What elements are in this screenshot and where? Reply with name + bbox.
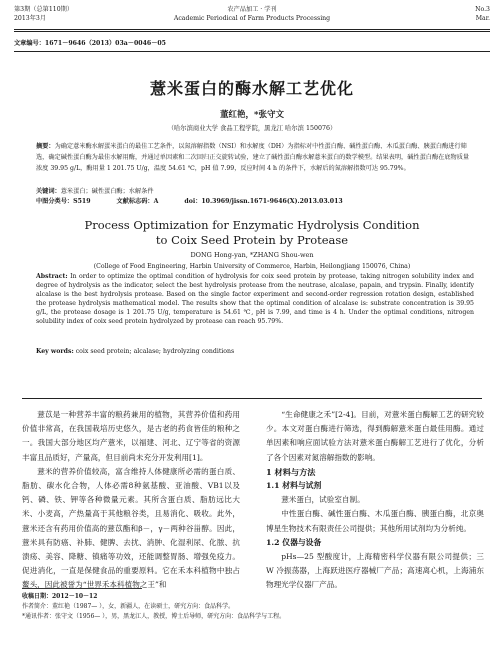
abstract-en-text: In order to optimize the optimal condition of hydrolysis for coix seed protein by protease, taking nitrogen solubility index and degree of hydrolysis as the indicator, select the best hydrolysis protease from the neutrase, alcalase, papain, and trypsin. Finally, identify alcalase is the best hydrolysis protease. Based on the single factor experiment and second-order regression rotation design, established the protease hydrolysis mathematical model. The results show that the optimal condition of alcalase is: substrate concentration is 39.95 g/L, the protease dosage is 1 201.75 U/g, temperature is 54.61 ℃, pH is 7.99, and time is 4 h. Under the optimal conditions, nitrogen solubility index of coix seed protein hydrolyzed by protease can reach 95.79%. — [36, 273, 475, 325]
affiliation-en: (College of Food Engineering, Harbin University of Commerce, Harbin, Heilongjiang 150076, China) — [93, 263, 411, 270]
issue-no: No.3 — [475, 6, 490, 13]
footnote-corresponding: *通讯作者：张守文（1956— ），男，黑龙江人，教授，博士后导师，研究方向：食品科学与工程。 — [22, 613, 286, 620]
journal-name-cn: 农产品加工 · 学刊 — [227, 6, 277, 13]
abstract-cn-label: 摘要： — [36, 143, 55, 150]
body-left-column — [22, 408, 240, 593]
header-rule — [14, 29, 490, 30]
abstract-en — [36, 272, 474, 326]
issue-right — [475, 5, 490, 23]
paragraph: 中性蛋白酶、碱性蛋白酶、木瓜蛋白酶、胰蛋白酶，北京奥博星生物技术有限责任公司提供；其他所用试剂均为分析纯。 — [266, 509, 484, 533]
class-code: 中图分类号：S519 — [36, 198, 91, 205]
document-code: 文献标志码：A — [116, 198, 159, 205]
paragraph: 薏米的营养价值较高，富含维持人体健康所必需的蛋白质、脂肪、碳水化合物，人体必需8种氨基酸、亚油酸、VB1以及钙、磷、铁、钾等各种微量元素。其所含蛋白质、脂肪远比大米、小麦高，产热量高于其他粮谷类，且易消化、吸收。此外，薏米还含有药用价值高的薏苡酯和β－，γ－两种谷甾醇。因此，薏米具有防癌、补肺、健脾、去扰、消肿、化湿利尿、化脓、抗溃疡、美容、降糖、镇痛等功效，还能调整胃肠、增强免疫力。促进消化，一直是保健食品的重要原料。它在禾本科植物中独占鳌头，因此被誉为“世界禾本科植物之王”和 — [22, 466, 240, 590]
keywords-en — [36, 348, 474, 355]
footnote-rule — [22, 588, 142, 589]
subsection-heading: 1.2 仪器与设备 — [266, 537, 322, 547]
keywords-cn — [36, 186, 474, 195]
journal-name — [0, 5, 504, 23]
section-heading: 1 材料与方法 — [266, 466, 316, 477]
title-en-line-1: Process Optimization for Enzymatic Hydrolysis Condition — [84, 218, 420, 232]
classification-row — [36, 196, 474, 205]
doi: doi：10.3969/jissn.1671-9646(X).2013.03.013 — [184, 198, 343, 205]
affiliation-cn: （哈尔滨商业大学 食品工程学院，黑龙江 哈尔滨 150076） — [167, 125, 337, 132]
header-rule-2 — [14, 31, 490, 32]
body-rule — [22, 398, 482, 399]
title-en-line-2: to Coix Seed Protein by Protease — [155, 233, 349, 247]
paragraph: “生命健康之禾”[2-4]。目前，对薏米蛋白酶解工艺的研究较少。本文对蛋白酶进行筛选，得到酶解薏米蛋白最佳用酶。通过单因素和响应面试验方法对薏米蛋白酶解工艺进行了优化，分析了各个因素对氮溶解指数的影响。 — [266, 410, 484, 462]
title-en — [0, 218, 504, 248]
body-right-column — [266, 408, 484, 593]
issue-month: Mar. — [475, 15, 490, 22]
footnote-received: 收稿日期：2012－10－12 — [22, 593, 98, 600]
abstract-en-label: Abstract: — [36, 273, 68, 280]
keywords-cn-text: 薏米蛋白；碱性蛋白酶；水解条件 — [60, 188, 154, 195]
subsection-heading: 1.1 材料与试剂 — [266, 481, 322, 491]
paragraph: 薏苡是一种营养丰富的粮药兼用的植物，其营养价值和药用价值非常高，在我国栽培历史悠久，是古老的药食皆佳的粮种之一。我国大部分地区均产薏米，以福建、河北、辽宁等省的资源丰富且品质好，产量高，但目前尚未充分开发利用[1]。 — [22, 410, 240, 462]
issue-number: 第3期（总第110期） — [14, 6, 74, 13]
keywords-en-label: Key words: — [36, 348, 74, 355]
footnote-author: 作者简介：董红艳（1987— ），女，新疆人，在读硕士，研究方向：食品科学。 — [22, 603, 235, 610]
abstract-cn — [36, 141, 474, 174]
authors-cn: 董红艳，*张守文 — [220, 110, 284, 120]
keywords-en-text: coix seed protein; alcalase; hydrolyzing conditions — [75, 348, 235, 355]
meta-rule — [14, 51, 490, 52]
keywords-cn-label: 关键词： — [36, 188, 61, 195]
authors-en: DONG Hong-yan, *ZHANG Shou-wen — [190, 251, 314, 259]
title-cn: 薏米蛋白的酶水解工艺优化 — [149, 79, 354, 98]
footnotes — [22, 592, 482, 622]
paragraph: pHs—25 型酸度计，上海精密科学仪器有限公司提供；三 W 冷振荡器，上海跃进医疗器械厂产品；高速离心机，上海浦东物理光学仪器厂产品。 — [266, 552, 484, 590]
article-number: 文章编号：1671－9646（2013）03a－0046－05 — [14, 40, 166, 47]
paragraph: 薏米蛋白，试验室自制。 — [281, 495, 365, 505]
abstract-cn-text: 为确定薏米酶水解蛋米蛋白的最佳工艺条件，以氮溶解指数（NSI）和水解度（DH）为指标对中性蛋白酶、碱性蛋白酶、木瓜蛋白酶、胰蛋白酶进行筛选，确定碱性蛋白酶为最佳水解用酶，并通过单因素和二次回归正交旋转试验，建立了碱性蛋白酶水解薏米蛋白的数学模型。结果表明，碱性蛋白酶在底物质量浓度 39.95 g/L，酶用量 1 201.75 U/g，温度 54.61 ℃，pH 值 7.99，反应时间 4 h 的条件下，水解后的氮溶解指数可达 95.79%。 — [36, 143, 470, 172]
issue-date: 2013年3月 — [14, 15, 47, 22]
journal-name-en: Academic Periodical of Farm Products Processing — [173, 15, 331, 22]
